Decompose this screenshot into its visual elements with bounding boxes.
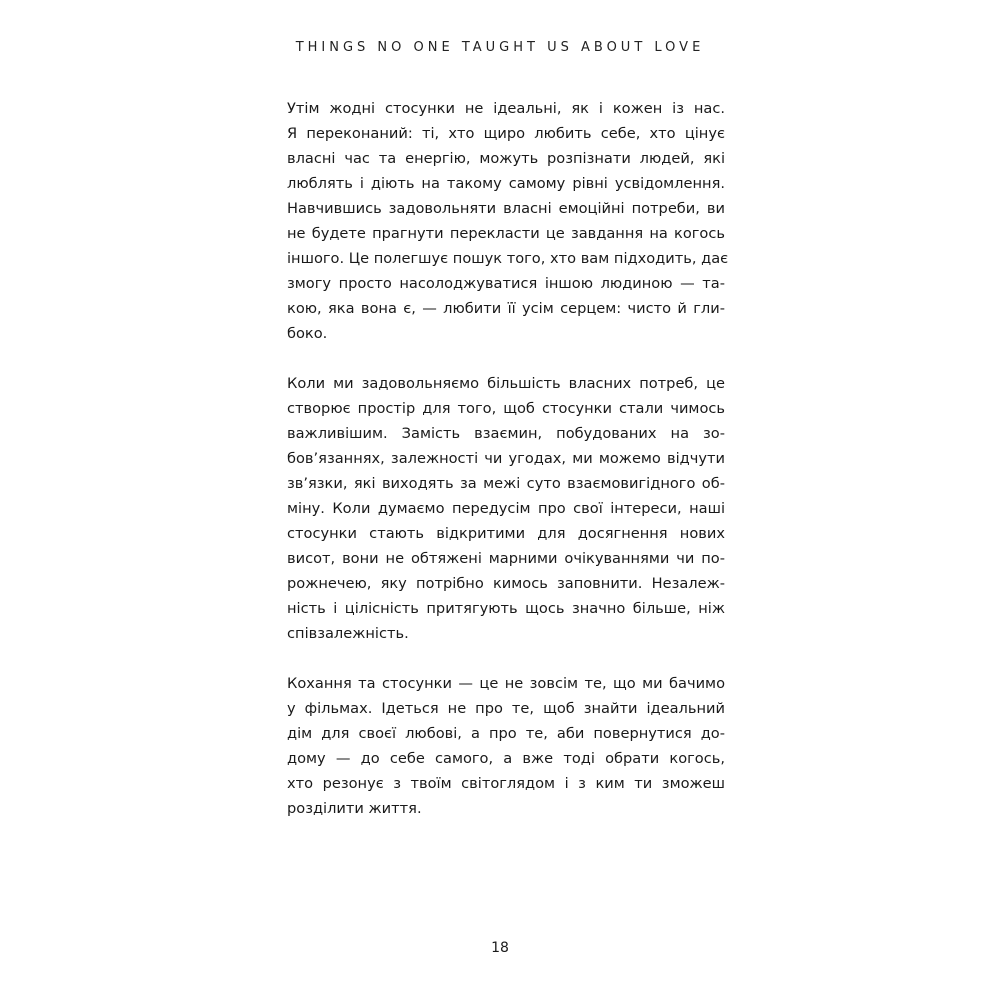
text-line: Навчившись задовольняти власні емоційні потреби, ви [287, 200, 725, 217]
text-line: Коли ми задовольняємо більшість власних потреб, це [287, 375, 725, 392]
text-line: стосунки стають відкритими для досягнення нових [287, 525, 725, 542]
text-line: Утім жодні стосунки не ідеальні, як і кожен із нас. [287, 100, 725, 117]
text-line: люблять і діють на такому самому рівні усвідомлення. [287, 175, 725, 192]
text-line: не будете прагнути перекласти це завдання на когось [287, 225, 725, 242]
text-line: Я переконаний: ті, хто щиро любить себе, хто цінує [287, 125, 725, 142]
text-line: власні час та енергію, можуть розпізнати людей, які [287, 150, 725, 167]
text-line: висот, вони не обтяжені марними очікуваннями чи по- [287, 550, 725, 567]
text-line: створює простір для того, щоб стосунки стали чимось [287, 400, 725, 417]
body-text [287, 96, 729, 846]
text-line: важливішим. Замість взаємин, побудованих на зо- [287, 425, 725, 442]
text-line: зв’язки, які виходять за межі суто взаємовигідного об- [287, 475, 725, 492]
text-line: співзалежність. [287, 625, 409, 642]
text-line: ність і цілісність притягують щось значно більше, ніж [287, 600, 725, 617]
running-head-title: THINGS NO ONE TAUGHT US ABOUT LOVE [295, 40, 705, 55]
text-line: хто резонує з твоїм світоглядом і з ким ти зможеш [287, 775, 725, 792]
paragraph [287, 96, 729, 346]
paragraph [287, 371, 725, 646]
text-line: дому — до себе самого, а вже тоді обрати когось, [287, 750, 725, 767]
text-line: боко. [287, 325, 328, 342]
page-number: 18 [491, 940, 509, 956]
text-line: рожнечею, яку потрібно кимось заповнити. Незалеж- [287, 575, 725, 592]
text-line: розділити життя. [287, 800, 422, 817]
text-line: дім для своєї любові, а про те, аби повернутися до- [287, 725, 725, 742]
text-line: іншого. Це полегшує пошук того, хто вам підходить, дає [287, 250, 729, 267]
text-line: Кохання та стосунки — це не зовсім те, що ми бачимо [287, 675, 725, 692]
text-line: бов’язаннях, залежності чи угодах, ми можемо відчути [287, 450, 725, 467]
text-line: у фільмах. Ідеться не про те, щоб знайти ідеальний [287, 700, 725, 717]
text-line: змогу просто насолоджуватися іншою людиною — та- [287, 275, 725, 292]
text-line: кою, яка вона є, — любити її усім серцем: чисто й гли- [287, 300, 725, 317]
paragraph [287, 671, 725, 821]
text-line: міну. Коли думаємо передусім про свої інтереси, наші [287, 500, 725, 517]
